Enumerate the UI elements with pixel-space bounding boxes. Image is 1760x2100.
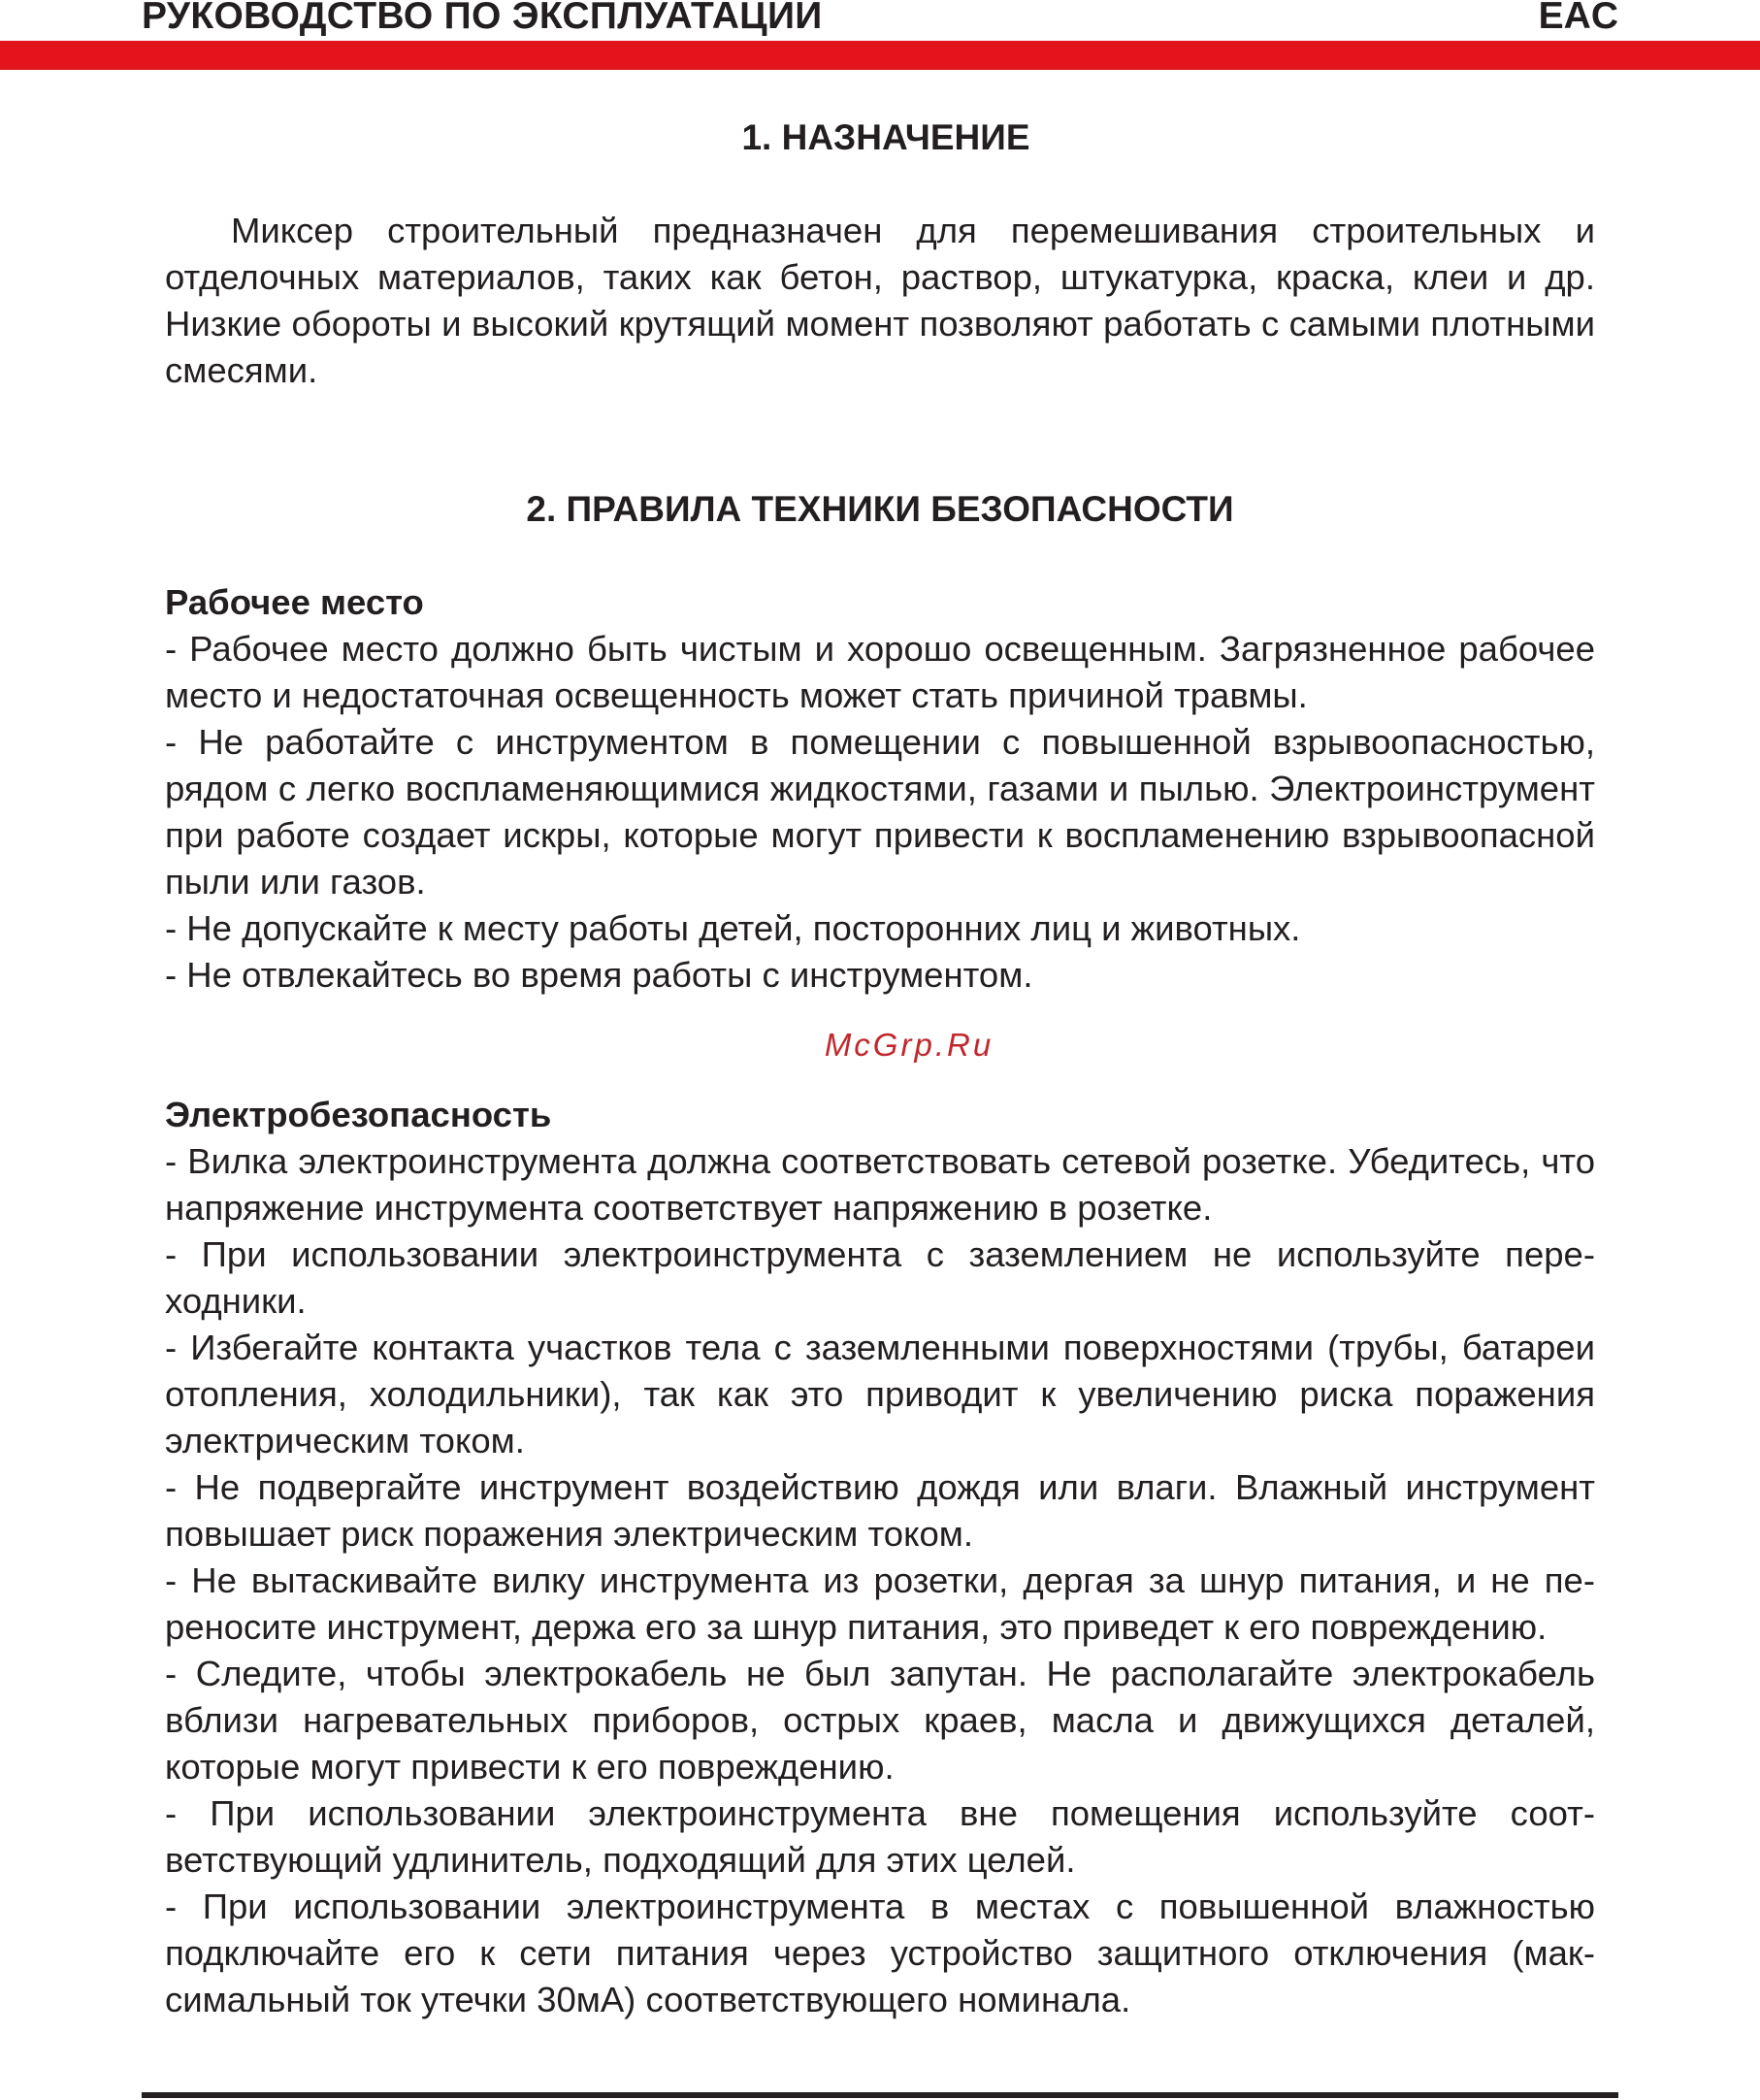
header-title: РУКОВОДСТВО ПО ЭКСПЛУАТАЦИИ xyxy=(142,0,823,37)
workplace-item: - Не работайте с инструментом в помещении с повышенной взрывоопасностью, рядом с легко воспламеняющимися жидкостями, газами и пылью. Электроинструмент при работе создает искры, которые могут привести к воспламенению взрывоопасной пыли или газов. xyxy=(165,722,1595,902)
electrical-subheading: Электробезопасность xyxy=(165,1095,552,1134)
page-header xyxy=(0,0,1760,74)
workplace-subheading: Рабочее место xyxy=(165,582,424,622)
watermark: McGrp.Ru xyxy=(824,1027,994,1063)
electrical-item: - Вилка электроинструмента должна соответствовать сетевой розетке. Убедитесь, что напряжение инструмента соответствует напряжению в розетке. xyxy=(165,1141,1595,1228)
header-red-bar xyxy=(0,41,1760,70)
electrical-item: - Следите, чтобы электрокабель не был запутан. Не располагайте электрокабель вблизи нагревательных приборов, острых краев, масла и движущихся деталей, которые могут привести к его повреждению. xyxy=(165,1654,1595,1787)
electrical-item: - При использовании электроинструмента в местах с повышенной влажностью подключайте его к сети питания через устройство защитного отключения (максимальный ток утечки 30мА) соответствующего номинала. xyxy=(165,1887,1595,2019)
eac-mark: EAC xyxy=(1538,0,1618,37)
electrical-item: - Избегайте контакта участков тела с заземленными поверхностями (трубы, батареи отопления, холодильники), так как это приводит к увеличению риска поражения электрическим током. xyxy=(165,1328,1595,1460)
section-2-heading: 2. ПРАВИЛА ТЕХНИКИ БЕЗОПАСНОСТИ xyxy=(526,489,1234,529)
electrical-item: - Не подвергайте инструмент воздействию дождя или влаги. Влажный инструмент повышает риск поражения электрическим током. xyxy=(165,1467,1595,1554)
electrical-item: - При использовании электроинструмента вне помещения используйте соответствующий удлинитель, подходящий для этих целей. xyxy=(165,1793,1595,1880)
workplace-item: - Рабочее место должно быть чистым и хорошо освещенным. Загрязненное рабочее место и недостаточная освещенность может стать причиной травмы. xyxy=(165,629,1595,715)
electrical-item: - Не вытаскивайте вилку инструмента из розетки, дергая за шнур питания, и не переносите инструмент, держа его за шнур питания, это приведет к его повреждению. xyxy=(165,1560,1595,1647)
section-1-paragraph: Миксер строительный предназначен для перемешивания строительных и отделочных материалов, таких как бетон, раствор, штукатурка, краска, клеи и др. Низкие обороты и высокий крутящий момент позволяют работать с самыми плотными смесями. xyxy=(165,211,1595,390)
footer-rule xyxy=(142,2092,1618,2098)
electrical-item: - При использовании электроинструмента с заземлением не используйте переходники. xyxy=(165,1234,1595,1321)
workplace-item: - Не отвлекайтесь во время работы с инструментом. xyxy=(165,955,1033,995)
workplace-item: - Не допускайте к месту работы детей, посторонних лиц и животных. xyxy=(165,908,1301,948)
page-content xyxy=(165,115,1595,2023)
section-1-heading: 1. НАЗНАЧЕНИЕ xyxy=(741,117,1030,157)
